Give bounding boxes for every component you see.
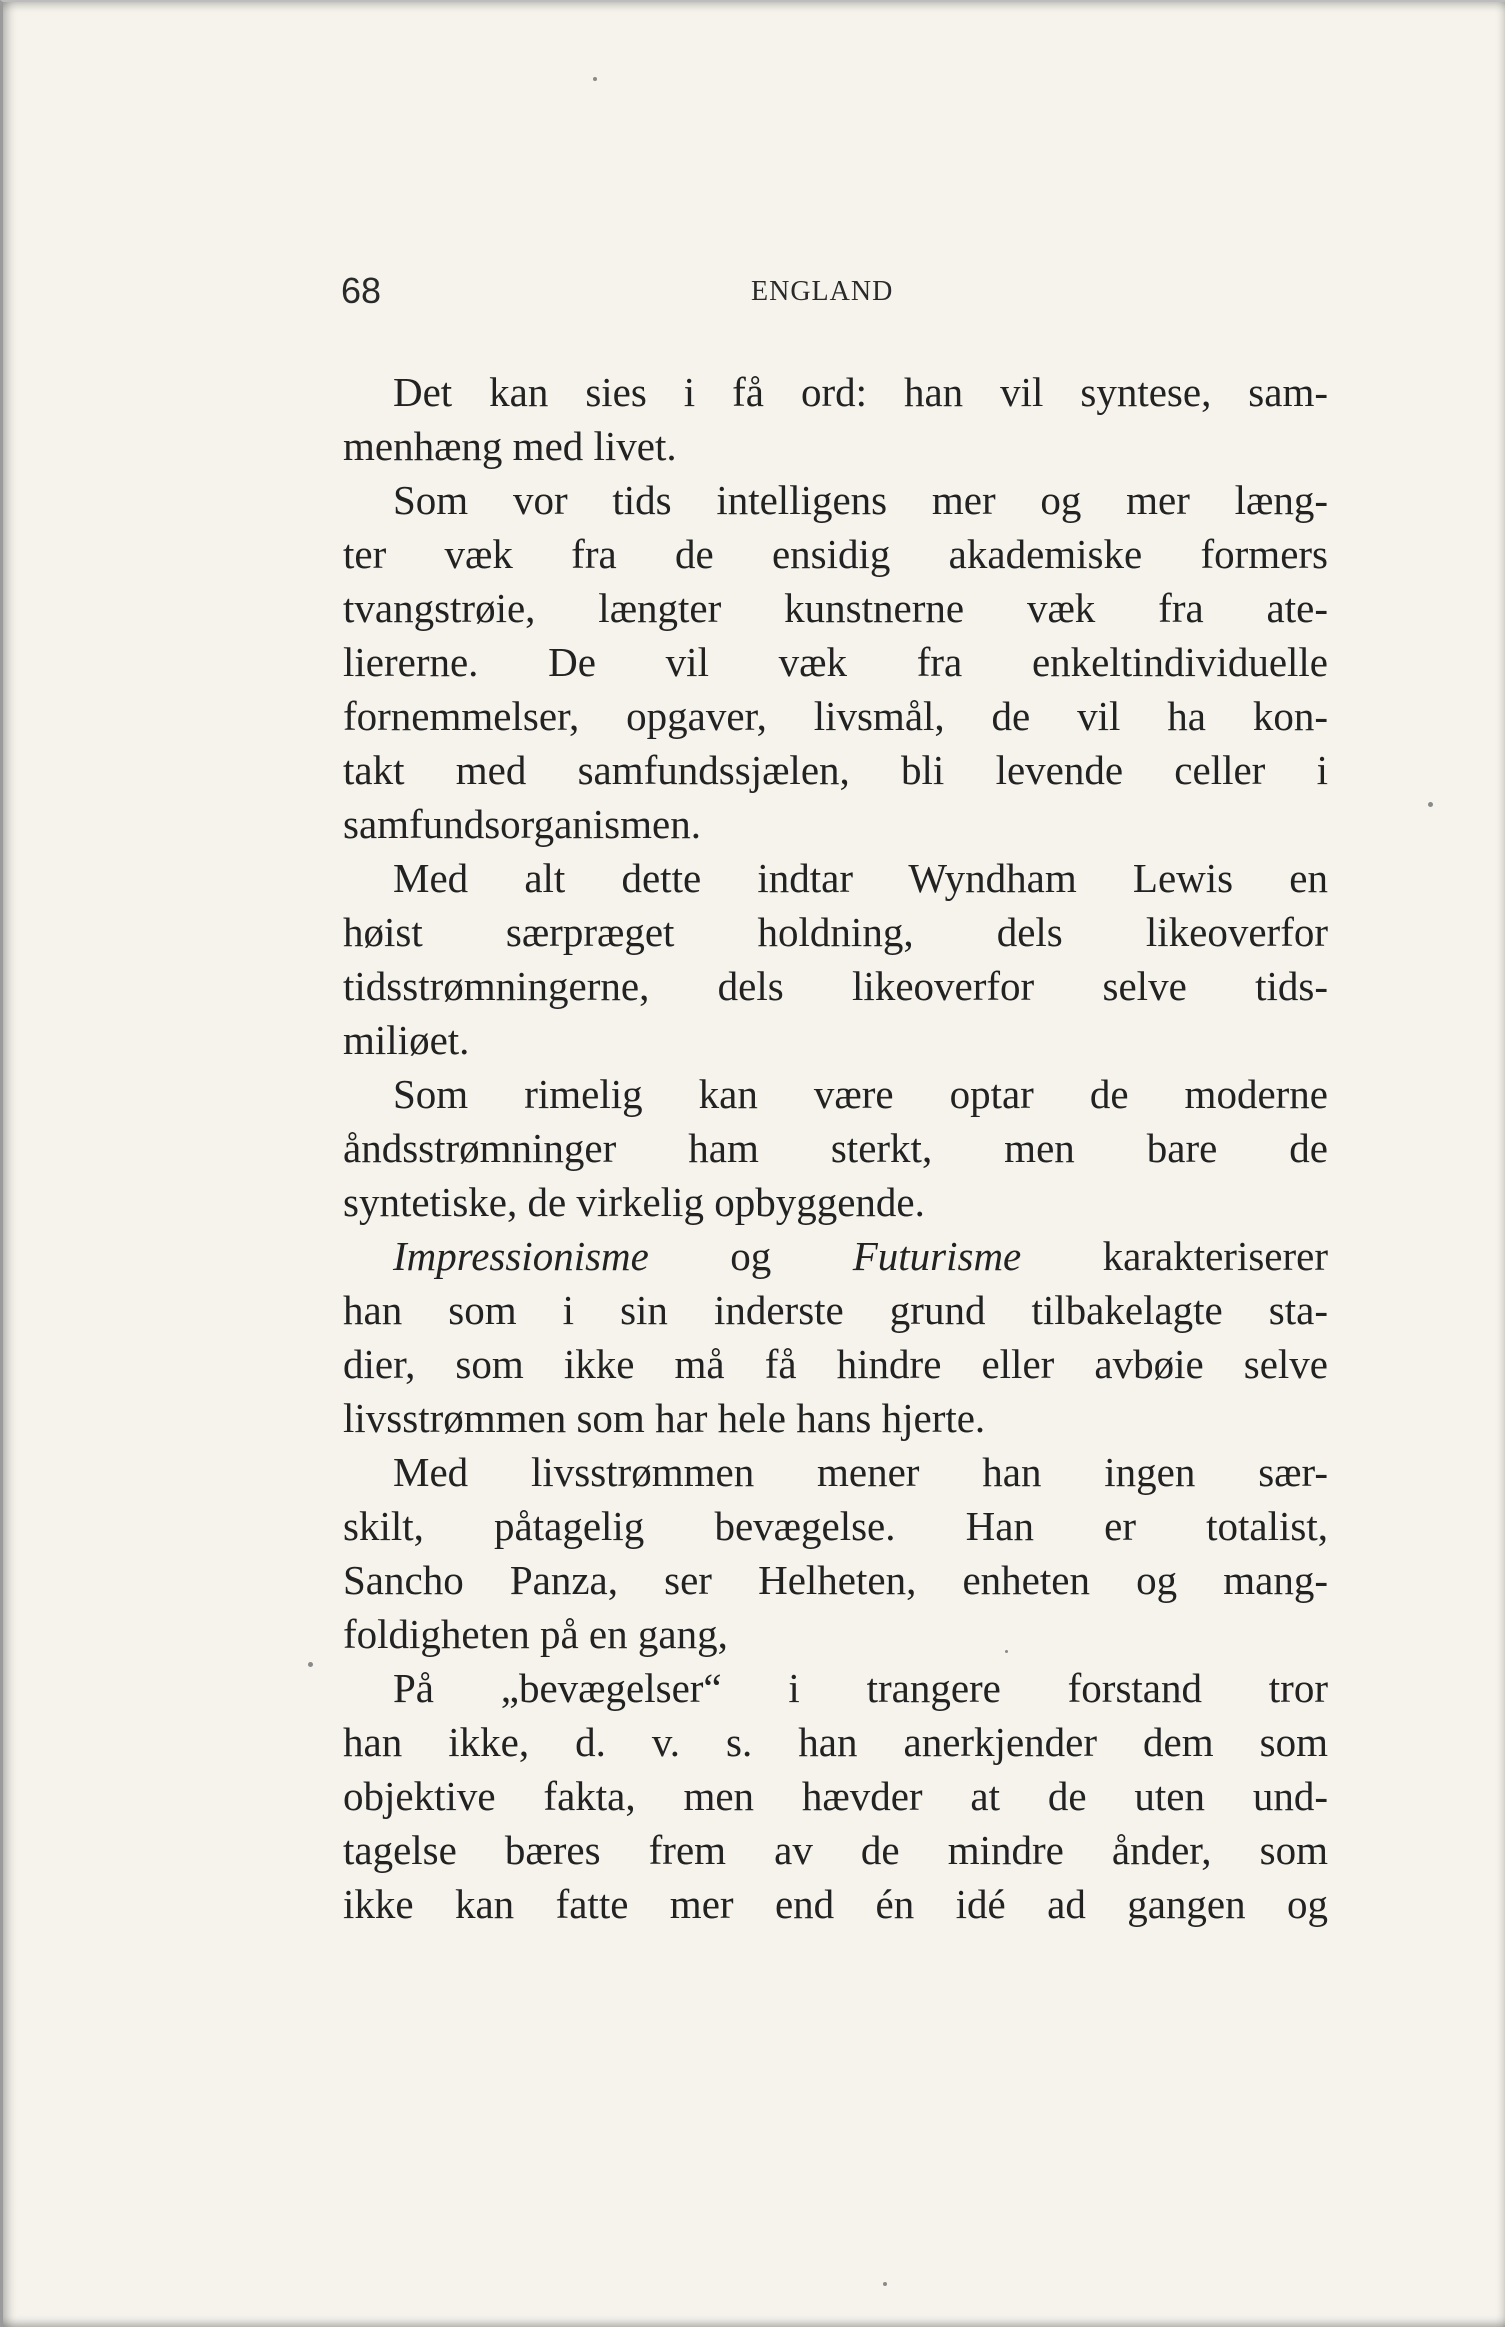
text-word: karakteriserer: [1102, 1233, 1328, 1279]
text-line: foldigheten på en gang,: [343, 1611, 728, 1657]
text-line: tagelse bæres frem av de mindre ånder, som: [343, 1827, 1328, 1873]
text-line: miliøet.: [343, 1017, 470, 1063]
text-line: ikke kan fatte mer end én idé ad gangen og: [343, 1881, 1328, 1927]
text-line: åndsstrømninger ham sterkt, men bare de: [343, 1125, 1328, 1171]
text-word: Futurisme: [852, 1233, 1022, 1279]
paper-speck: [1005, 1650, 1008, 1653]
text-line: takt med samfundssjælen, bli levende celler i: [343, 747, 1328, 793]
text-line: [343, 1229, 1328, 1283]
text-word: og: [730, 1233, 772, 1279]
text-line: syntetiske, de virkelig opbyggende.: [343, 1179, 925, 1225]
text-line: menhæng med livet.: [343, 423, 677, 469]
page-header: [341, 270, 1331, 330]
text-line: livsstrømmen som har hele hans hjerte.: [343, 1395, 986, 1441]
text-line: Som vor tids intelligens mer og mer læng-: [393, 477, 1328, 523]
text-word: Impressionisme: [393, 1233, 649, 1279]
text-line: Med livsstrømmen mener han ingen sær-: [393, 1449, 1328, 1495]
text-line: tvangstrøie, længter kunstnerne væk fra ate-: [343, 585, 1328, 631]
text-line: På „bevægelser“ i trangere forstand tror: [393, 1665, 1328, 1711]
text-line: skilt, påtagelig bevægelse. Han er totalist,: [343, 1503, 1328, 1549]
text-line: liererne. De vil væk fra enkeltindividuelle: [343, 639, 1328, 685]
paper-speck: [883, 2282, 887, 2286]
text-line: tidsstrømningerne, dels likeoverfor selve tids-: [343, 963, 1328, 1009]
text-line: dier, som ikke må få hindre eller avbøie selve: [343, 1341, 1328, 1387]
text-line: samfundsorganismen.: [343, 801, 701, 847]
text-line: Sancho Panza, ser Helheten, enheten og mang-: [343, 1557, 1328, 1603]
text-line: Med alt dette indtar Wyndham Lewis en: [393, 855, 1328, 901]
running-head: ENGLAND: [751, 276, 894, 307]
body-text: [343, 365, 1328, 1931]
text-line: objektive fakta, men hævder at de uten und-: [343, 1773, 1328, 1819]
text-line: han ikke, d. v. s. han anerkjender dem som: [343, 1719, 1328, 1765]
text-line: Som rimelig kan være optar de moderne: [393, 1071, 1328, 1117]
paper-speck: [308, 1662, 313, 1667]
page-number: 68: [341, 270, 382, 311]
text-line: høist særpræget holdning, dels likeoverfor: [343, 909, 1328, 955]
text-line: ter væk fra de ensidig akademiske formers: [343, 531, 1328, 577]
text-line: Det kan sies i få ord: han vil syntese, sam-: [393, 369, 1328, 415]
text-line: fornemmelser, opgaver, livsmål, de vil ha kon-: [343, 693, 1328, 739]
paper-speck: [1428, 802, 1433, 807]
paper-speck: [593, 77, 597, 81]
text-line: han som i sin inderste grund tilbakelagte sta-: [343, 1287, 1328, 1333]
